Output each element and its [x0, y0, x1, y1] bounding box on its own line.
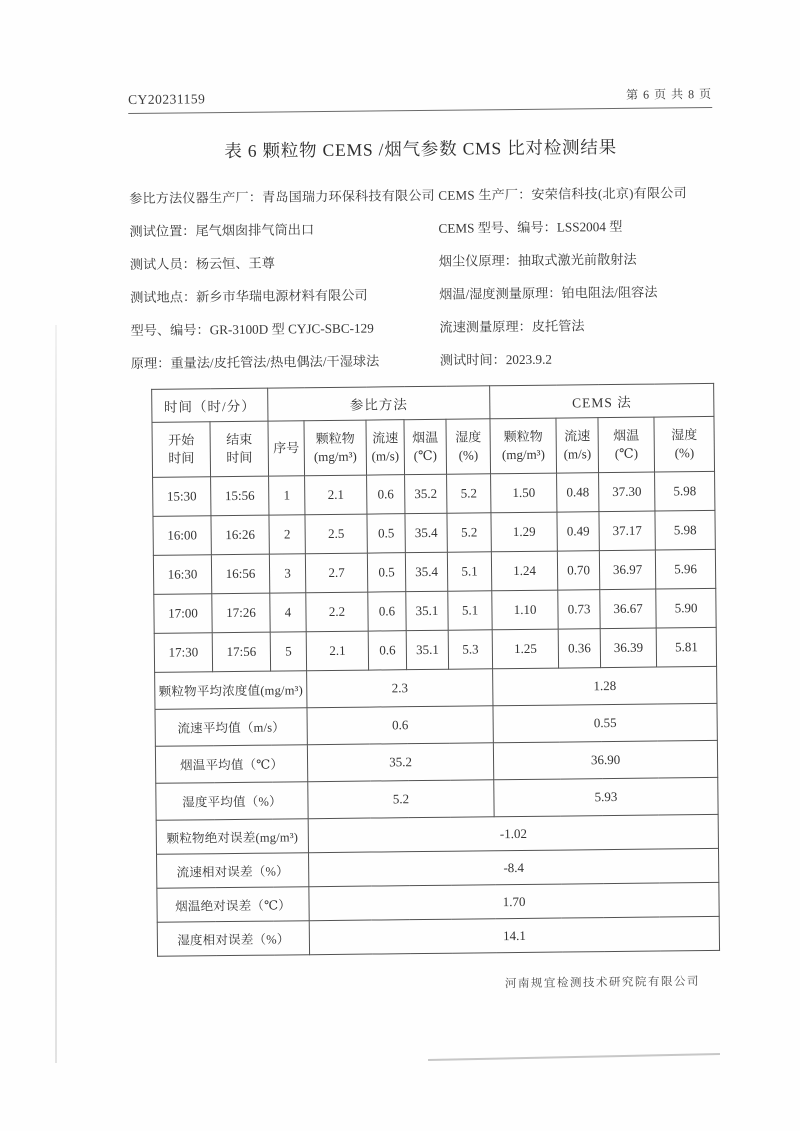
- table-cell: 15:30: [153, 477, 211, 517]
- meta-row-principle: [131, 347, 715, 372]
- table-cell: 16:56: [211, 554, 269, 594]
- meta-test-personnel: 测试人员：杨云恒、王尊: [129, 255, 275, 273]
- meta-row-model: [130, 314, 714, 339]
- avg-label: 烟温平均值（℃）: [155, 745, 307, 784]
- table-cell: 2.5: [305, 514, 367, 554]
- error-value: 14.1: [309, 916, 719, 954]
- avg-cems-value: 0.55: [493, 703, 717, 742]
- table-cell: 2.1: [306, 631, 368, 671]
- col-cems-temp: 烟温 (℃): [598, 417, 655, 473]
- table-cell: 5.2: [447, 474, 491, 513]
- meta-row-personnel: [130, 248, 714, 273]
- meta-test-location: 测试地点：新乡市华瑞电源材料有限公司: [130, 287, 368, 306]
- table-cell: 1.10: [492, 590, 558, 630]
- table-cell: 35.4: [405, 552, 447, 591]
- meta-method-principle: 原理：重量法/皮托管法/热电偶法/干湿球法: [130, 353, 380, 372]
- table-cell: 16:30: [153, 555, 211, 595]
- table-row-2: [153, 510, 715, 555]
- table-cell: 0.6: [367, 475, 405, 514]
- table-cell: 16:26: [211, 515, 269, 555]
- table-cell: 2.2: [306, 592, 368, 632]
- col-cems-velocity: 流速 (m/s): [556, 418, 599, 473]
- error-label: 流速相对误差（%）: [157, 853, 309, 889]
- col-cems-particulate: 颗粒物 (mg/m³): [490, 418, 557, 474]
- col-cems-humidity: 湿度 (%): [654, 416, 715, 472]
- table-cell: 15:56: [211, 476, 269, 516]
- table-cell: 36.39: [600, 628, 656, 668]
- table-cell: 5.98: [655, 471, 715, 511]
- avg-row-particulate: [155, 666, 717, 709]
- table-cell: 0.5: [367, 553, 405, 592]
- meta-producer-line: 参比方法仪器生产厂：青岛国瑞力环保科技有限公司 CEMS 生产厂：安荣信科技(北京)有限公司: [129, 185, 687, 207]
- table-cell: 35.4: [405, 513, 447, 552]
- table-cell: 2.1: [305, 475, 367, 515]
- table-row-3: [153, 549, 715, 594]
- avg-ref-value: 0.6: [307, 706, 493, 745]
- table-cell: 0.73: [558, 590, 600, 629]
- footer-company: 河南规宜检测技术研究院有限公司: [504, 975, 701, 991]
- table-cell: 5.1: [447, 552, 491, 591]
- col-ref-temp: 烟温 (℃): [404, 419, 447, 474]
- avg-row-temp: [155, 740, 717, 783]
- group-header-time: 时间（时/分）: [152, 388, 268, 422]
- avg-label: 颗粒物平均浓度值(mg/m³): [155, 671, 307, 710]
- table-cell: 5.3: [448, 630, 492, 669]
- table-row-4: [154, 588, 716, 633]
- table-cell: 1.25: [492, 629, 558, 669]
- avg-cems-value: 1.28: [493, 666, 717, 705]
- table-cell: 5.90: [656, 588, 716, 628]
- table-cell: 0.6: [368, 631, 406, 670]
- col-ref-velocity: 流速 (m/s): [366, 420, 405, 475]
- table-cell: 5: [270, 632, 306, 671]
- table-cell: 0.36: [558, 629, 600, 668]
- error-value: 1.70: [309, 882, 719, 920]
- table-cell: 1: [269, 476, 305, 515]
- table-cell: 35.2: [405, 474, 447, 513]
- avg-row-velocity: [155, 703, 717, 746]
- error-label: 颗粒物绝对误差(mg/m³): [156, 819, 308, 855]
- table-cell: 5.2: [447, 513, 491, 552]
- comparison-results-table: [151, 383, 720, 957]
- page-header: [128, 85, 712, 114]
- meta-row-position: [129, 215, 713, 240]
- table-cell: 17:00: [154, 594, 212, 634]
- avg-cems-value: 5.93: [494, 777, 718, 816]
- table-cell: 17:56: [212, 632, 270, 672]
- error-value: -8.4: [309, 848, 719, 886]
- avg-label: 流速平均值（m/s）: [155, 708, 307, 747]
- table-cell: 1.24: [491, 551, 557, 591]
- meta-instrument-model: 型号、编号：GR-3100D 型 CYJC-SBC-129: [130, 320, 374, 339]
- table-cell: 35.1: [406, 630, 448, 669]
- table-cell: 36.67: [600, 589, 656, 629]
- avg-ref-value: 5.2: [308, 780, 494, 819]
- table-cell: 3: [269, 554, 305, 593]
- table-cell: 37.30: [599, 472, 655, 512]
- table-cell: 5.81: [656, 627, 716, 667]
- avg-cems-value: 36.90: [493, 740, 717, 779]
- table-cell: 0.6: [368, 592, 406, 631]
- table-cell: 37.17: [599, 511, 655, 551]
- table-cell: 0.48: [557, 473, 599, 512]
- avg-ref-value: 2.3: [307, 669, 493, 708]
- avg-row-humidity: [156, 777, 718, 820]
- meta-dust-meter-principle: 烟尘仪原理：抽取式激光前散射法: [438, 251, 637, 269]
- table-cell: 36.97: [599, 550, 655, 590]
- error-row-humidity: [157, 916, 719, 956]
- col-ref-humidity: 湿度 (%): [446, 419, 491, 474]
- meta-cems-model: CEMS 型号、编号：LSS2004 型: [438, 218, 623, 236]
- table-cell: 17:26: [212, 593, 270, 633]
- page-indicator: 第 6 页 共 8 页: [625, 86, 713, 102]
- error-label: 湿度相对误差（%）: [157, 921, 309, 957]
- table-title: 表 6 颗粒物 CEMS /烟气参数 CMS 比对检测结果: [224, 136, 618, 162]
- table-cell: 0.49: [557, 512, 599, 551]
- table-cell: 5.96: [655, 549, 715, 589]
- col-start-time: 开始 时间: [152, 422, 211, 478]
- scan-edge-artifact-left: [55, 325, 57, 1063]
- group-header-reference: 参比方法: [268, 386, 490, 421]
- table-cell: 5.98: [655, 510, 715, 550]
- table-cell: 1.50: [491, 473, 557, 513]
- table-cell: 2.7: [305, 553, 367, 593]
- meta-velocity-principle: 流速测量原理：皮托管法: [439, 318, 585, 335]
- col-seq-no: 序号: [268, 421, 305, 476]
- table-cell: 16:00: [153, 516, 211, 556]
- meta-test-date: 测试时间：2023.9.2: [439, 351, 553, 368]
- table-row-5: [154, 627, 716, 672]
- col-end-time: 结束 时间: [210, 421, 269, 477]
- document-content: [128, 85, 721, 957]
- document-number: CY20231159: [128, 91, 206, 108]
- table-cell: 1.29: [491, 512, 557, 552]
- avg-label: 湿度平均值（%）: [156, 782, 308, 821]
- error-value: -1.02: [308, 814, 718, 852]
- error-label: 烟温绝对误差（℃）: [157, 887, 309, 923]
- table-cell: 0.5: [367, 514, 405, 553]
- table-cell: 0.70: [557, 551, 599, 590]
- table-cell: 5.1: [448, 591, 492, 630]
- scan-edge-artifact-bottom: [428, 1053, 720, 1061]
- table-cell: 35.1: [406, 591, 448, 630]
- col-ref-particulate: 颗粒物 (mg/m³): [304, 420, 367, 476]
- avg-ref-value: 35.2: [307, 743, 493, 782]
- table-cell: 2: [269, 515, 305, 554]
- table-row-1: [153, 471, 715, 516]
- table-cell: 4: [270, 593, 306, 632]
- meta-row-location: [130, 281, 714, 306]
- meta-test-position: 测试位置：尾气烟囱排气筒出口: [129, 222, 315, 240]
- meta-temp-humidity-principle: 烟温/湿度测量原理：铂电阻法/阻容法: [439, 284, 658, 302]
- column-header-row: [152, 416, 715, 477]
- group-header-cems: CEMS 法: [490, 383, 714, 418]
- table-cell: 17:30: [154, 633, 212, 673]
